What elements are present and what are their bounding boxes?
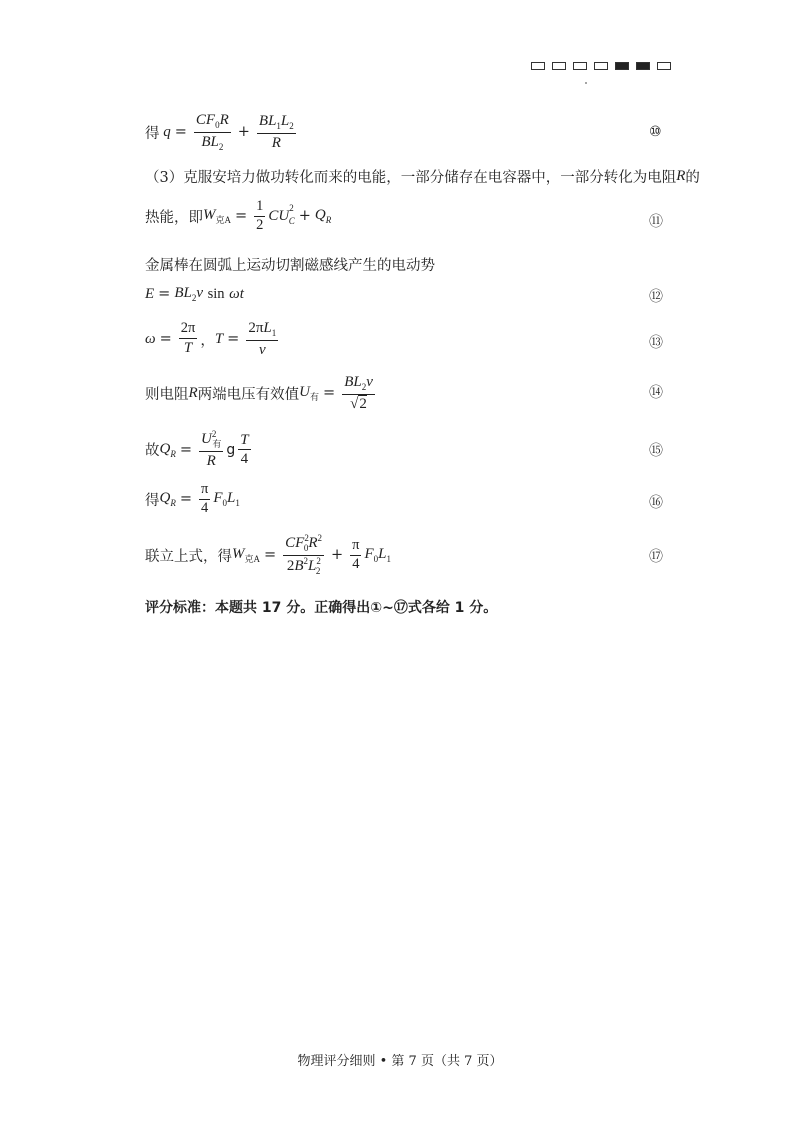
equation-13: ω = $\frac{2\pi}{T}$ ， T = $\frac{2\pi L_1}{v}$ <box>145 320 277 358</box>
eq14-r: R <box>188 384 198 401</box>
equation-14: 则电阻 R 两端电压有效值 $U_有$ = $\frac{BL_2v}{√2}$ <box>145 374 373 412</box>
r-symbol: R <box>676 168 686 184</box>
page-footer: 物理评分细则 • 第 7 页（共 7 页） <box>297 1054 503 1069</box>
text-emf: 金属棒在圆弧上运动切割磁感线产生的电动势 <box>145 258 435 274</box>
eq16-prefix: 得 <box>145 492 160 509</box>
progress-box <box>657 62 671 70</box>
part3-line1 <box>145 166 700 187</box>
progress-box <box>573 62 587 70</box>
eq17-marker: ⑰ <box>649 549 663 565</box>
sub-ke: 克A <box>215 214 231 225</box>
part3-text-end: 的 <box>685 170 700 186</box>
header-dot <box>585 82 587 84</box>
equation-10: 得 q = $\frac{CF_0R}{BL_2}$ + $\frac{BL_1L_2}{R}$ <box>145 112 294 152</box>
eq14-mid: 两端电压有效值 <box>197 386 300 403</box>
progress-box <box>531 62 545 70</box>
eq12-marker: ⑫ <box>649 289 663 305</box>
sub-ke: 克A <box>244 553 260 564</box>
progress-box-filled <box>636 62 650 70</box>
eq16-marker: ⑯ <box>649 495 663 511</box>
eq13-marker: ⑬ <box>649 335 663 351</box>
progress-box <box>594 62 608 70</box>
equation-12: E = $BL_2v$ sin ωt <box>145 285 244 303</box>
progress-box-filled <box>615 62 629 70</box>
scoring-note: 评分标准：本题共 17 分。正确得出①~⑰式各给 1 分。 <box>145 600 498 616</box>
eq15-marker: ⑮ <box>649 443 663 459</box>
progress-box <box>552 62 566 70</box>
header-progress-boxes <box>531 62 671 70</box>
eq14-marker: ⑭ <box>649 385 663 401</box>
equation-16: 得 $Q_R$ = $\frac{\pi}{4}$ $F_0L_1$ <box>145 481 240 516</box>
eq11-prefix: 热能，即 <box>145 209 203 226</box>
sub-you: 有 <box>212 439 222 449</box>
part3-text: （3）克服安培力做功转化而来的电能，一部分储存在电容器中，一部分转化为电阻 <box>145 170 677 186</box>
eq17-prefix: 联立上式，得 <box>145 548 232 565</box>
eq15-prefix: 故 <box>145 443 160 460</box>
eq10-marker: ⑩ <box>649 124 662 140</box>
eq10-prefix: 得 <box>145 125 160 142</box>
sub-you: 有 <box>310 391 320 402</box>
eq11-marker: ⑪ <box>649 214 663 230</box>
equation-15: 故 $Q_R$ = $\frac{U^2_有}{R}$ g $\frac{T}{4}$ <box>145 429 249 469</box>
eq14-prefix: 则电阻 <box>145 386 189 403</box>
equation-11: 热能，即 $W_{克A}$ = $\frac{1}{2}$ $CU^2_C$ + $Q_R$ <box>145 198 332 233</box>
eq13-comma: ， <box>200 332 215 349</box>
equation-17: 联立上式，得 $W_{克A}$ = $\frac{CF^2_0R^2}{2B^2L^2_2}$ + $\frac{\pi}{4}$ $F_0L_1$ <box>145 533 391 576</box>
